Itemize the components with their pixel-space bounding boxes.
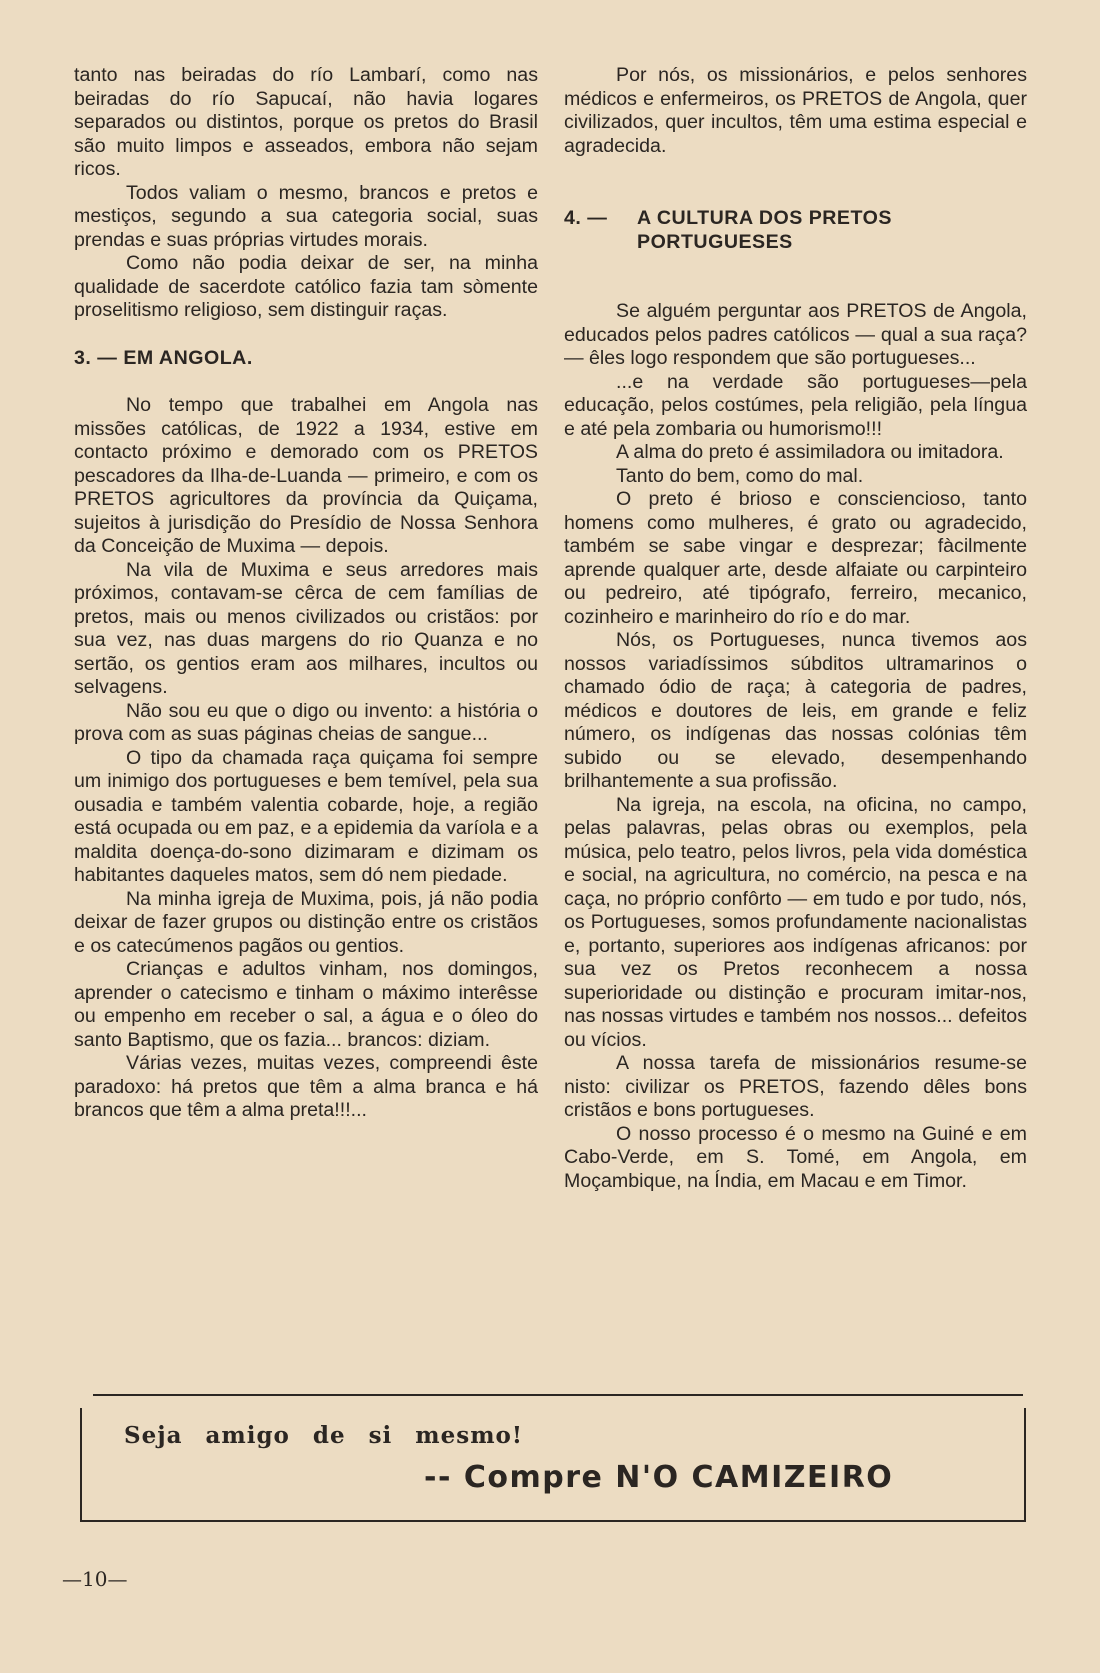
page-number: —10—: [62, 1567, 128, 1591]
paragraph: Como não podia deixar de ser, na minha qualidade de sacerdote católico fazia tam sòmente proselitismo religioso, sem distinguir raças.: [74, 252, 538, 321]
paragraph: Várias vezes, muitas vezes, compreendi êste paradoxo: há pretos que têm a alma branca e há brancos que têm a alma preta!!!...: [74, 1052, 538, 1121]
ad-slogan: Seja amigo de si mesmo!: [124, 1422, 523, 1449]
paragraph: Na minha igreja de Muxima, pois, já não podia deixar de fazer grupos ou distinção entre os cristãos e os catecúmenos pagãos ou gentios.: [74, 887, 538, 957]
paragraph: Crianças e adultos vinham, nos domingos, aprender o catecismo e tinham o máximo interêsse ou empenho em receber o sal, a água e o óleo do santo Baptismo, que os fazia... brancos: diziam.: [74, 958, 538, 1051]
paragraph: Na igreja, na escola, na oficina, no campo, pelas palavras, pelas obras ou exemplos, pela música, pelo teatro, pelos livros, pela vida doméstica e social, na agricultura, no comércio, na pesca e na caça, no próprio confôrto — em tudo e por tudo, nós, os Portugueses, somos profundamente nacionalistas e, portanto, superiores aos indígenas africanos: por sua vez os Pretos reconhecem a nossa superioridade ou distinção e procuram imitar-nos, nas nossas virtudes e também nos nossos... defeitos ou vícios.: [564, 793, 1027, 1051]
paragraph: tanto nas beiradas do río Lambarí, como nas beiradas do río Sapucaí, não havia logares separados ou distintos, porque os pretos do Brasil são muito limpos e asseados, embora não sejam ricos.: [74, 64, 538, 180]
paragraph: Se alguém perguntar aos PRETOS de Angola, educados pelos padres católicos — qual a sua raça? — êles logo respondem que são portugueses...: [564, 300, 1027, 369]
section-title-line: A CULTURA DOS PRETOS: [637, 207, 892, 229]
paragraph: ...e na verdade são portugueses—pela educação, pelos costúmes, pela religião, pela língua e até pela zombaria ou humorismo!!!: [564, 370, 1027, 440]
paragraph: O tipo da chamada raça quiçama foi sempre um inimigo dos portugueses e bem temível, pela sua ousadia e também valentia cobarde, hoje, a região está ocupada ou em paz, e a epidemia da varíola e a maldita doença-do-sono dizimaram e dizimam os habitantes daqueles matos, sem dó nem piedade.: [74, 746, 538, 886]
paragraph: A alma do preto é assimiladora ou imitadora.: [616, 441, 1004, 463]
right-column: [564, 64, 1027, 1193]
paragraph: Todos valiam o mesmo, brancos e pretos e mestiços, segundo a sua categoria social, suas prendas e suas próprias virtudes morais.: [74, 181, 538, 251]
paragraph: Não sou eu que o digo ou invento: a história o prova com as suas páginas cheias de sangue...: [74, 699, 538, 745]
left-column: [74, 64, 538, 1123]
section-number: 4. —: [564, 207, 608, 229]
paragraph: Tanto do bem, como do mal.: [616, 464, 864, 487]
paragraph: A nossa tarefa de missionários resume-se nisto: civilizar os PRETOS, fazendo dêles bons cristãos e bons portugueses.: [564, 1052, 1027, 1121]
paragraph: No tempo que trabalhei em Angola nas missões católicas, de 1922 a 1934, estive em contacto próximo e demorado com os PRETOS pescadores da Ilha-de-Luanda — primeiro, e com os PRETOS agricultores da província da Quiçama, sujeitos à jurisdição do Presídio de Nossa Senhora da Conceição de Muxima — depois.: [74, 394, 538, 557]
section-heading-4: [564, 207, 1027, 254]
paragraph: O nosso processo é o mesmo na Guiné e em Cabo-Verde, em S. Tomé, em Angola, em Moçambique, na Índia, em Macau e em Timor.: [564, 1122, 1027, 1192]
section-heading-3: 3. — EM ANGOLA.: [74, 346, 253, 369]
paragraph: Na vila de Muxima e seus arredores mais próximos, contavam-se cêrca de cem famílias de pretos, mais ou menos civilizados ou cristãos: por sua vez, nas duas margens do rio Quanza e no sertão, os gentios eram aos milhares, incultos ou selvagens.: [74, 558, 538, 698]
paragraph: Nós, os Portugueses, nunca tivemos aos nossos variadíssimos súbditos ultramarinos o chamado ódio de raça; à categoria de padres, médicos e doutores de leis, em grande e feliz número, os indígenas das nossas colónias têm subido ou se elevado, desempenhando brilhantemente a sua profissão.: [564, 629, 1027, 792]
paragraph: Por nós, os missionários, e pelos senhores médicos e enfermeiros, os PRETOS de Angola, quer civilizados, quer incultos, têm uma estima especial e agradecida.: [564, 64, 1027, 157]
section-title-line: PORTUGUESES: [637, 230, 793, 253]
section-title: [637, 207, 892, 254]
paragraph: O preto é brioso e consciencioso, tanto homens como mulheres, é grato ou agradecido, também se sabe vingar e desprezar; fàcilmente aprende qualquer arte, desde alfaiate ou carpinteiro ou pedreiro, até tipógrafo, ferreiro, mecanico, cozinheiro e marinheiro do río e do mar.: [564, 488, 1027, 628]
ad-call-to-action: -- Compre N'O CAMIZEIRO: [424, 1460, 894, 1495]
ad-divider: [93, 1394, 1023, 1396]
